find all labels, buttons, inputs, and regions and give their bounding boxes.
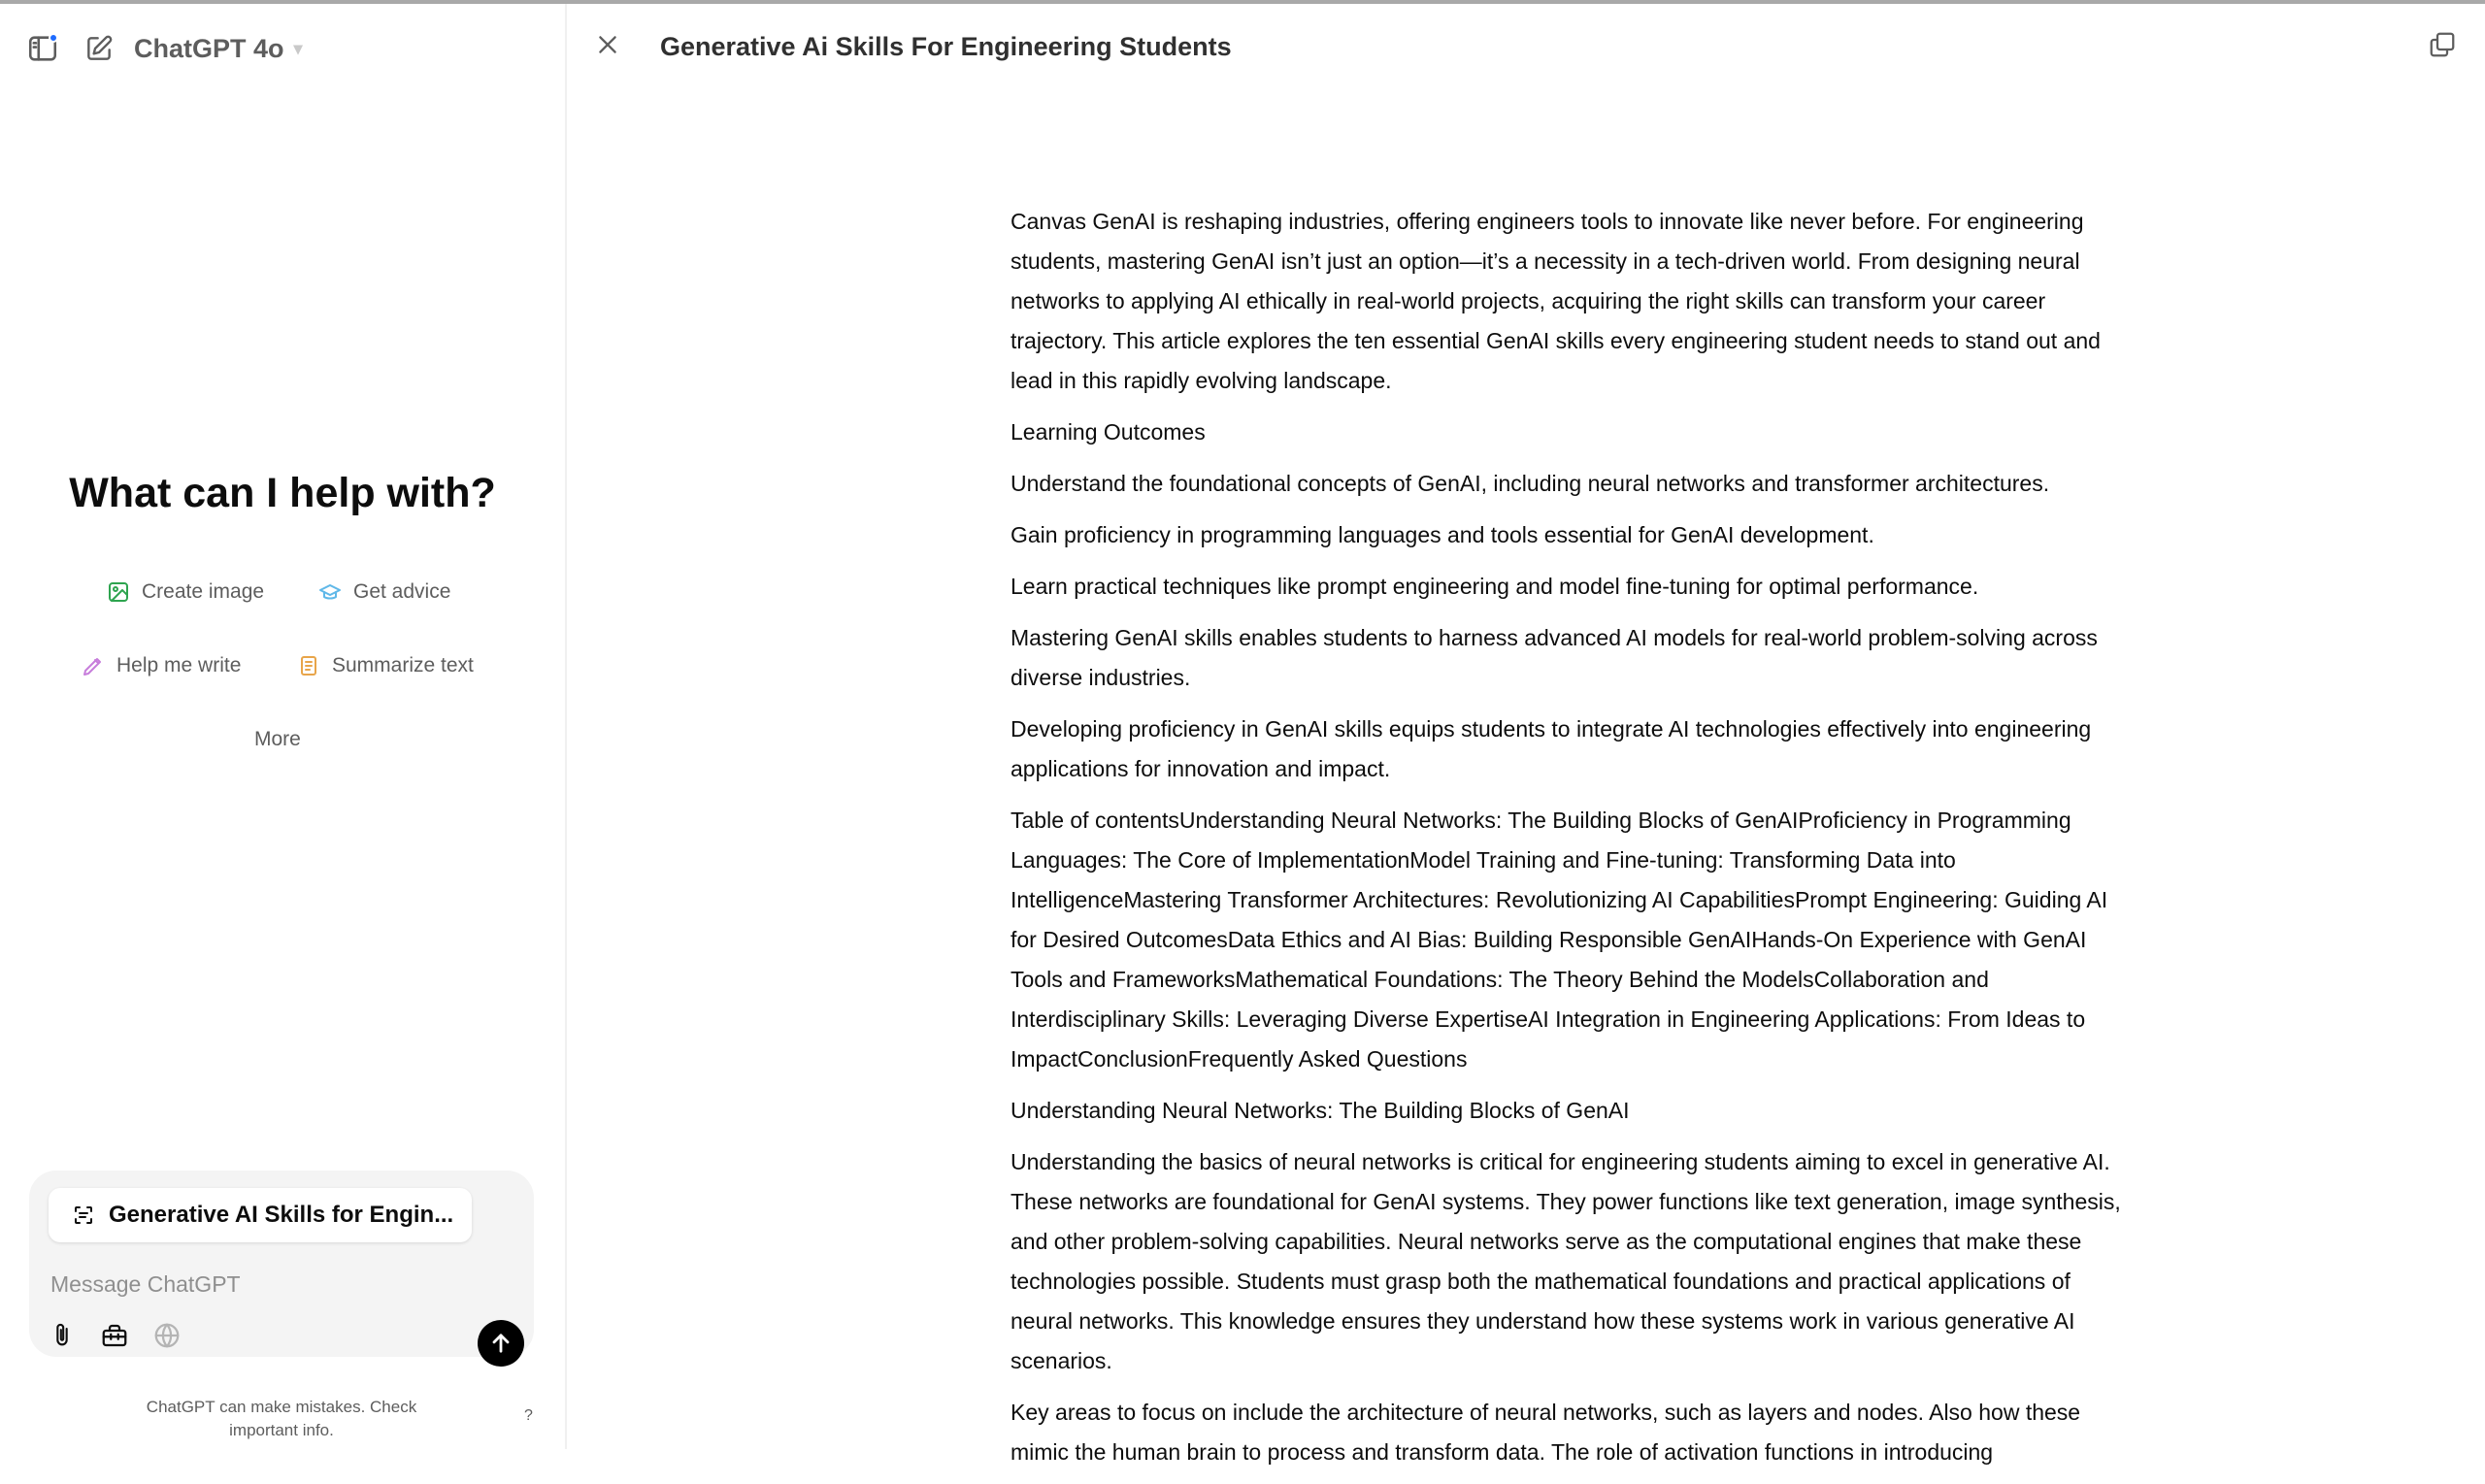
section-heading: Understanding Neural Networks: The Building Blocks of GenAI: [1011, 1098, 1630, 1123]
intro-paragraph: Canvas GenAI is reshaping industries, offering engineers tools to innovate like never before. For engineering students, mastering GenAI isn’t just an option—it’s a necessity in a tech-driven world. From designing neural networks to applying AI ethically in real-world projects, acquiring the right skills can transform your career trajectory. This article explores the ten essential GenAI skills every engineering student needs to stand out and lead in this rapidly evolving landscape.: [1011, 209, 2101, 393]
outcome-paragraph: Developing proficiency in GenAI skills equips students to integrate AI technologies effectively into engineering applications for innovation and impact.: [1011, 716, 2092, 781]
send-button[interactable]: [478, 1320, 524, 1367]
chat-sidebar: [0, 4, 565, 1449]
hero-heading: What can I help with?: [69, 470, 496, 516]
copy-icon: [2428, 30, 2457, 59]
learning-outcomes-heading: Learning Outcomes: [1011, 419, 1206, 445]
attach-file-button[interactable]: [43, 1316, 82, 1355]
new-chat-button[interactable]: [78, 27, 120, 70]
more-suggestions-button[interactable]: More: [254, 728, 301, 750]
chevron-down-icon: ▾: [293, 38, 303, 58]
outcome-paragraph: Understand the foundational concepts of GenAI, including neural networks and transformer architectures.: [1011, 471, 2050, 496]
sidebar-divider: [565, 4, 567, 1449]
notification-dot: [49, 33, 58, 43]
get-advice-label: Get advice: [353, 580, 451, 603]
copy-button[interactable]: [2423, 25, 2462, 64]
body-paragraph: Key areas to focus on include the architecture of neural networks, such as layers and nodes. Also how these mimic the human brain to process and transform data. The role of activation functions in introducing: [1011, 1400, 2081, 1465]
arrow-up-icon: [487, 1330, 514, 1357]
message-input[interactable]: [50, 1268, 497, 1301]
message-composer: [29, 1171, 534, 1357]
compose-icon: [83, 33, 115, 64]
create-image-label: Create image: [142, 580, 265, 603]
canvas-frame-icon: [72, 1204, 95, 1227]
toggle-sidebar-button[interactable]: [21, 27, 64, 70]
summarize-text-label: Summarize text: [332, 654, 474, 676]
canvas-title: Generative Ai Skills For Engineering Students: [660, 32, 1232, 61]
outcome-paragraph: Gain proficiency in programming languages and tools essential for GenAI development.: [1011, 522, 1874, 547]
paperclip-icon: [49, 1322, 76, 1349]
body-paragraph: Understanding the basics of neural networks is critical for engineering students aiming to excel in generative AI. These networks are foundational for GenAI systems. They power functions like text generation, image synthesis, and other problem-solving capabilities. Neural networks serve as the computational engines that make these technologies possible. Students must grasp both the mathematical foundations and practical applications of neural networks. This knowledge ensures they understand how these systems work in various generative AI scenarios.: [1011, 1149, 2121, 1373]
close-canvas-button[interactable]: [588, 25, 627, 64]
summarize-text-button[interactable]: [297, 643, 474, 689]
disclaimer-text: ChatGPT can make mistakes. Check important info.: [146, 1398, 417, 1439]
document-icon: [297, 654, 320, 677]
globe-icon: [152, 1321, 182, 1350]
create-image-button[interactable]: [107, 569, 264, 615]
tools-button[interactable]: [95, 1316, 134, 1355]
close-icon: [595, 32, 620, 57]
help-me-write-label: Help me write: [116, 654, 242, 676]
model-selector[interactable]: [134, 29, 303, 68]
canvas-document[interactable]: [1011, 202, 2127, 1484]
graduation-cap-icon: [318, 580, 342, 604]
help-button[interactable]: ?: [524, 1407, 533, 1424]
canvas-attachment-card[interactable]: [49, 1188, 472, 1242]
help-me-write-button[interactable]: [82, 643, 241, 689]
attachment-title: Generative AI Skills for Engin...: [109, 1202, 454, 1228]
get-advice-button[interactable]: [318, 569, 450, 615]
toolbox-icon: [100, 1321, 129, 1350]
model-name: ChatGPT 4o: [134, 33, 284, 63]
table-of-contents: Table of contentsUnderstanding Neural Networks: The Building Blocks of GenAIProficiency in Programming Languages: The Core of ImplementationModel Training and Fine-tuning: Transforming Data into IntelligenceMastering Transformer Architectures: Revolutionizing AI CapabilitiesPrompt Engineering: Guiding AI for Desired OutcomesData Ethics and AI Bias: Building Responsible GenAIHands-On Experience with GenAI Tools and FrameworksMathematical Foundations: The Theory Behind the ModelsCollaboration and Interdisciplinary Skills: Leveraging Diverse ExpertiseAI Integration in Engineering Applications: From Ideas to ImpactConclusionFrequently Asked Questions: [1011, 808, 2108, 1072]
pen-icon: [82, 654, 105, 677]
search-web-button[interactable]: [148, 1316, 186, 1355]
outcome-paragraph: Mastering GenAI skills enables students to harness advanced AI models for real-world problem-solving across diverse industries.: [1011, 625, 2098, 690]
image-icon: [107, 580, 130, 604]
outcome-paragraph: Learn practical techniques like prompt engineering and model fine-tuning for optimal performance.: [1011, 574, 1979, 599]
